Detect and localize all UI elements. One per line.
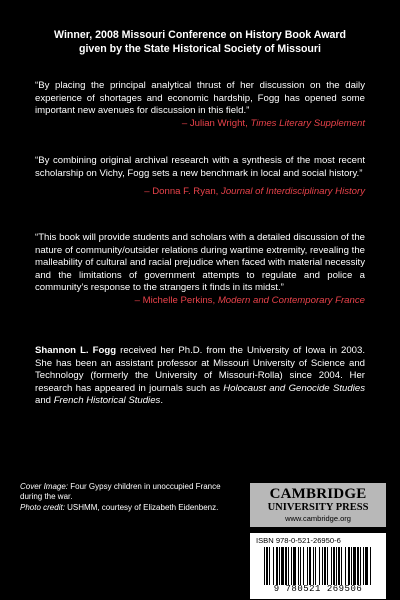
barcode-stripe [351, 547, 352, 585]
quote-attribution [35, 118, 365, 131]
barcode-stripe [331, 547, 332, 585]
quote-author: – Donna F. Ryan, [144, 186, 219, 198]
barcode-stripe [300, 547, 301, 585]
author-name: Shannon L. Fogg [35, 345, 117, 356]
barcode-stripe [336, 547, 337, 585]
quote-text: “By combining original archival research with a synthesis of the most recent scholarship on Vichy, Fogg sets a new benchmark in local and social history.” [35, 155, 365, 179]
publisher-subtitle: UNIVERSITY PRESS [267, 502, 369, 513]
barcode-stripe [313, 547, 314, 585]
barcode-stripe [363, 547, 364, 585]
publisher-url: www.cambridge.org [285, 514, 351, 523]
cover-image-label: Cover Image: [20, 482, 69, 491]
barcode-stripe [333, 547, 335, 585]
barcode-stripe [315, 547, 316, 585]
cover-image-text: Four Gypsy children in unoccupied France during the war. [20, 482, 221, 502]
barcode-stripe [264, 547, 265, 585]
cover-credits [20, 482, 225, 513]
quote-author: – Julian Wright, [181, 117, 248, 129]
barcode-stripe [285, 547, 287, 585]
isbn-label: ISBN 978-0-521-26950-6 [256, 536, 341, 545]
barcode-stripe [341, 547, 342, 585]
bio-text-3: . [160, 395, 163, 407]
review-quote-2 [35, 155, 365, 199]
quote-publication: Modern and Contemporary France [217, 294, 365, 306]
quote-attribution [35, 186, 365, 199]
publisher-block [250, 483, 386, 599]
barcode-stripe [298, 547, 299, 585]
barcode-stripe [319, 547, 320, 585]
barcode-stripe [273, 547, 274, 585]
barcode-stripe [338, 547, 340, 585]
barcode-stripe [353, 547, 356, 585]
quote-text: “By placing the principal analytical thrust of her discussion on the daily experience of shortages and economic hardship, Fogg has opened some important new avenues for discussion in this field.” [35, 80, 365, 117]
bio-text-1: received her Ph.D. from the University of Iowa in 2003. She has been an assistant professor at Missouri University of Science and Technology (formerly the University of Missouri-Rolla) since 2004. Her research has appeared in journals such as [35, 345, 365, 394]
publisher-logo [250, 483, 386, 527]
barcode-stripe [288, 547, 289, 585]
bio-journal-2: French Historical Studies [53, 395, 161, 407]
barcode-stripe [279, 547, 280, 585]
barcode-stripe [293, 547, 296, 585]
bio-text-2: and [35, 395, 54, 407]
barcode-stripe [365, 547, 368, 585]
award-line-1: Winner, 2008 Missouri Conference on History Book Award [54, 29, 346, 41]
quote-attribution [35, 295, 365, 308]
barcode-stripe [307, 547, 308, 585]
barcode-stripe [291, 547, 292, 585]
cover-image-note [20, 482, 225, 503]
quote-publication: Journal of Interdisciplinary History [221, 186, 365, 198]
barcode-stripe [327, 547, 328, 585]
award-notice [20, 28, 380, 56]
publisher-name: CAMBRIDGE [269, 486, 367, 502]
quote-text: “This book will provide students and scholars with a detailed discussion of the nature of community/outsider relations during wartime extremity, revealing the malleability of cultural and racial prejudice when faced with material necessity and the limitations of government attempts to regulate and police a community’s response to the strangers it finds in its midst.” [35, 232, 365, 294]
barcode-stripe [345, 547, 346, 585]
barcode-stripe [281, 547, 284, 585]
barcode-stripe [348, 547, 350, 585]
barcode-stripe [322, 547, 323, 585]
barcode-stripe [266, 547, 268, 585]
review-quote-3 [35, 232, 365, 308]
review-quote-1 [35, 80, 365, 130]
barcode-stripe [303, 547, 304, 585]
award-line-2: given by the State Historical Society of Missouri [79, 43, 321, 55]
photo-credit-text: USHMM, courtesy of Elizabeth Eidenbenz. [64, 502, 219, 512]
barcode-stripe [357, 547, 359, 585]
quote-publication: Times Literary Supplement [250, 117, 365, 129]
isbn-barcode [250, 533, 386, 599]
barcode-stripe [276, 547, 278, 585]
photo-credit-note [20, 503, 225, 513]
barcode-stripe [324, 547, 326, 585]
author-bio [35, 345, 365, 408]
barcode-stripe [360, 547, 361, 585]
barcode-stripe [309, 547, 311, 585]
barcode-digits: 9 780521 269506 [273, 584, 363, 594]
barcode-bars [264, 547, 372, 585]
barcode-stripe [370, 547, 371, 585]
barcode-stripe [269, 547, 270, 585]
photo-credit-label: Photo credit: [20, 502, 65, 512]
quote-author: – Michelle Perkins, [134, 294, 216, 306]
bio-journal-1: Holocaust and Genocide Studies [223, 382, 365, 394]
